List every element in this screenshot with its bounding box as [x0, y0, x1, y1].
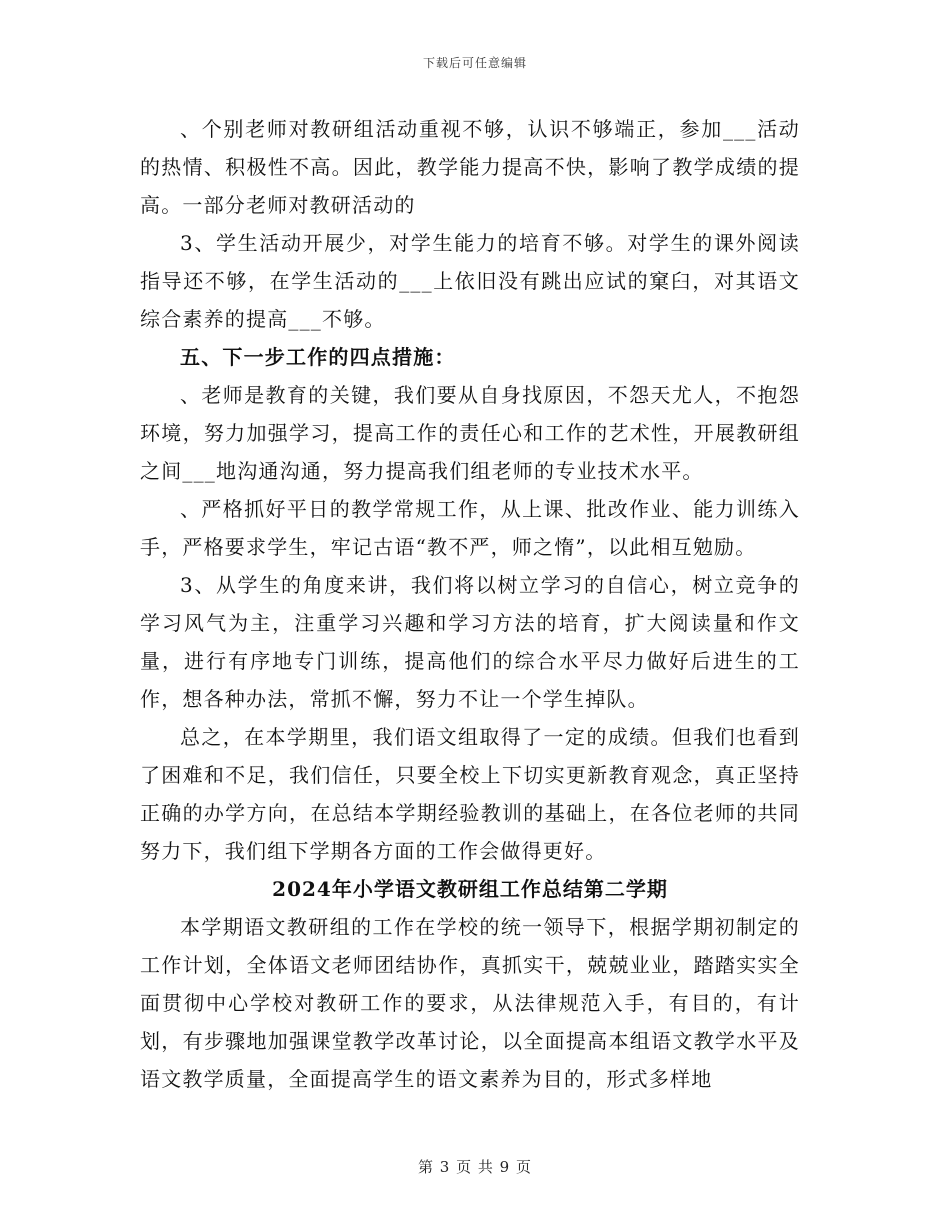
document-title-second-term: 2024年小学语文教研组工作总结第二学期 — [272, 877, 668, 901]
document-body — [140, 110, 800, 1098]
page-header-note: 下载后可任意编辑 — [422, 56, 527, 70]
paragraph-student-activities: 3、学生活动开展少，对学生能力的培育不够。对学生的课外阅读指导还不够，在学生活动的___上依旧没有跳出应试的窠臼，对其语文综合素养的提高___不够。 — [140, 231, 800, 331]
paragraph-teacher-attitude: 、个别老师对教研组活动重视不够，认识不够端正，参加___活动的热情、积极性不高。因此，教学能力提高不快，影响了教学成绩的提高。一部分老师对教研活动的 — [140, 117, 800, 217]
paragraph-student-perspective: 3、从学生的角度来讲，我们将以树立学习的自信心，树立竞争的学习风气为主，注重学习兴趣和学习方法的培育，扩大阅读量和作文量，进行有序地专门训练，提高他们的综合水平尽力做好后进生的工作，想各种办法，常抓不懈，努力不让一个学生掉队。 — [140, 573, 800, 711]
paragraph-teaching-routine: 、严格抓好平日的教学常规工作，从上课、批改作业、能力训练入手，严格要求学生，牢记古语“教不严，师之惰”，以此相互勉励。 — [140, 497, 800, 559]
paragraph-teacher-key: 、老师是教育的关键，我们要从自身找原因，不怨天尤人，不抱怨环境，努力加强学习，提高工作的责任心和工作的艺术性，开展教研组之间___地沟通沟通，努力提高我们组老师的专业技术水平。 — [140, 383, 800, 483]
paragraph-summary: 总之，在本学期里，我们语文组取得了一定的成绩。但我们也看到了困难和不足，我们信任，只要全校上下切实更新教育观念，真正坚持正确的办学方向，在总结本学期经验教训的基础上，在各位老师的共同努力下，我们组下学期各方面的工作会做得更好。 — [140, 725, 800, 863]
paragraph-second-term-intro: 本学期语文教研组的工作在学校的统一领导下，根据学期初制定的工作计划，全体语文老师团结协作，真抓实干，兢兢业业，踏踏实实全面贯彻中心学校对教研工作的要求，从法律规范入手，有目的，有计划，有步骤地加强课堂教学改革讨论，以全面提高本组语文教学水平及语文教学质量，全面提高学生的语文素养为目的，形式多样地 — [140, 915, 800, 1091]
page-number-footer: 第 3 页 共 9 页 — [418, 1158, 532, 1176]
section-heading-next-steps: 五、下一步工作的四点措施： — [180, 345, 456, 369]
